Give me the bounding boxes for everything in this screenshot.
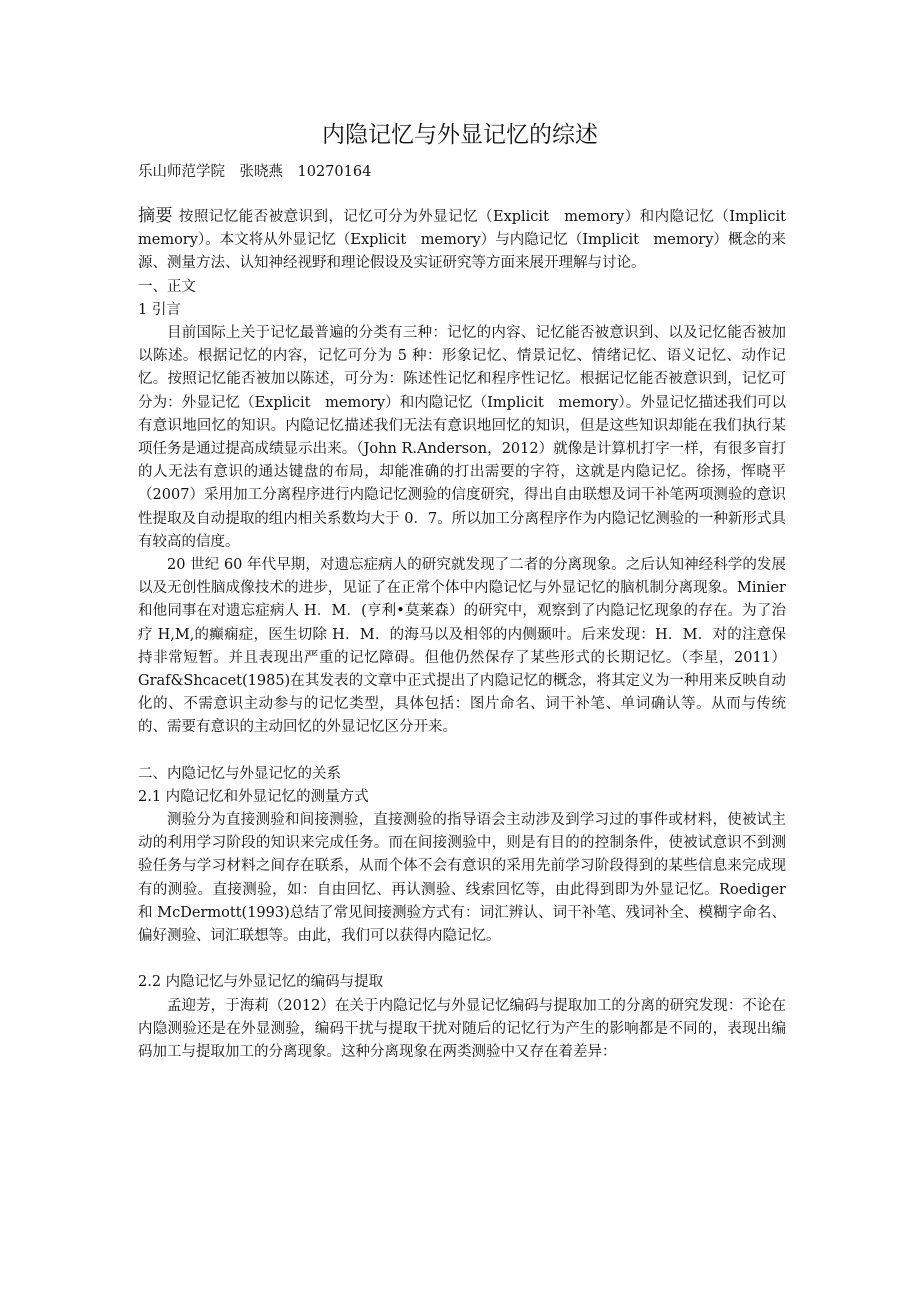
author-line: 乐山师范学院 张晓燕 10270164	[138, 164, 372, 180]
abstract	[138, 205, 801, 276]
spacer	[138, 740, 786, 763]
section-heading-relation: 二、内隐记忆与外显记忆的关系	[138, 765, 341, 782]
paragraph: 测验分为直接测验和间接测验，直接测验的指导语会主动涉及到学习过的事件或材料，使被试主动的利用学习阶段的知识来完成任务。而在间接测验中，则是有目的的控制条件，使被试意识不到测验任务与学习材料之间存在联系，从而个体不会有意识的采用先前学习阶段得到的某些信息来完成现有的测验。直接测验，如：自由回忆、再认测验、线索回忆等，由此得到即为外显记忆。Roediger 和 McDermott(1993)总结了常见间接测验方式有：词汇辨认、词干补笔、残词补全、模糊字命名、偏好测验、词汇联想等。由此，我们可以获得内隐记忆。	[138, 812, 786, 945]
paragraph: 20 世纪 60 年代早期，对遗忘症病人的研究就发现了二者的分离现象。之后认知神经科学的发展以及无创性脑成像技术的进步，见证了在正常个体中内隐记忆与外显记忆的脑机制分离现象。Minier 和他同事在对遗忘症病人 H．M．(亨利•莫莱森）的研究中，观察到了内隐记忆现象的存在。为了治疗 H,M,的癫痫症，医生切除 H．M．的海马以及相邻的内侧颞叶。后来发现：H．M．对的注意保持非常短暂。并且表现出严重的记忆障碍。但他仍然保存了某些形式的长期记忆。（李星，2011）Graf&Shcacet(1985)在其发表的文章中正式提出了内隐记忆的概念，将其定义为一种用来反映自动化的、不需意识主动参与的记忆类型，具体包括：图片命名、词干补笔、单词确认等。从而与传统的、需要有意识的主动回忆的外显记忆区分开来。	[138, 557, 786, 736]
spacer	[138, 948, 786, 971]
abstract-label: 摘要	[138, 206, 173, 226]
document-body	[138, 205, 801, 1064]
paragraph: 目前国际上关于记忆最普遍的分类有三种：记忆的内容、记忆能否被意识到、以及记忆能否被加以陈述。根据记忆的内容，记忆可分为 5 种：形象记忆、情景记忆、情绪记忆、语义记忆、动作记忆。按照记忆能否被加以陈述，可分为：陈述性记忆和程序性记忆。根据记忆能否被意识到，记忆可分为：外显记忆（Explicit memory）和内隐记忆（Implicit memory）。外显记忆描述我们可以有意识地回忆的知识。内隐记忆描述我们无法有意识地回忆的知识，但是这些知识却能在我们执行某项任务是通过提高成绩显示出来。（John R.Anderson，2012）就像是计算机打字一样，有很多盲打的人无法有意识的通达键盘的布局，却能准确的打出需要的字符，这就是内隐记忆。徐扬，恽晓平（2007）采用加工分离程序进行内隐记忆测验的信度研究，得出自由联想及词干补笔两项测验的意识性提取及自动提取的组内相关系数均大于 0．7。所以加工分离程序作为内隐记忆测验的一种新形式具有较高的信度。	[138, 325, 786, 550]
subsection-heading-encoding: 2.2 内隐记忆与外显记忆的编码与提取	[138, 974, 384, 991]
abstract-text: 按照记忆能否被意识到，记忆可分为外显记忆（Explicit memory）和内隐记忆（Implicit memory）。本文将从外显记忆（Explicit memory）与内隐记忆（Implicit memory）概念的来源、测量方法、认知神经视野和理论假设及实证研究等方面来展开理解与讨论。	[138, 209, 801, 272]
section-heading-main: 一、正文	[138, 278, 196, 295]
subsection-heading-intro: 1 引言	[138, 301, 181, 318]
paragraph: 孟迎芳，于海莉（2012）在关于内隐记忆与外显记忆编码与提取加工的分离的研究发现：不论在内隐测验还是在外显测验，编码干扰与提取干扰对随后的记忆行为产生的影响都是不同的，表现出编码加工与提取加工的分离现象。这种分离现象在两类测验中又存在着差异：	[138, 997, 786, 1060]
subsection-heading-measurement: 2.1 内隐记忆和外显记忆的测量方式	[138, 788, 369, 805]
document-title: 内隐记忆与外显记忆的综述	[322, 122, 598, 148]
